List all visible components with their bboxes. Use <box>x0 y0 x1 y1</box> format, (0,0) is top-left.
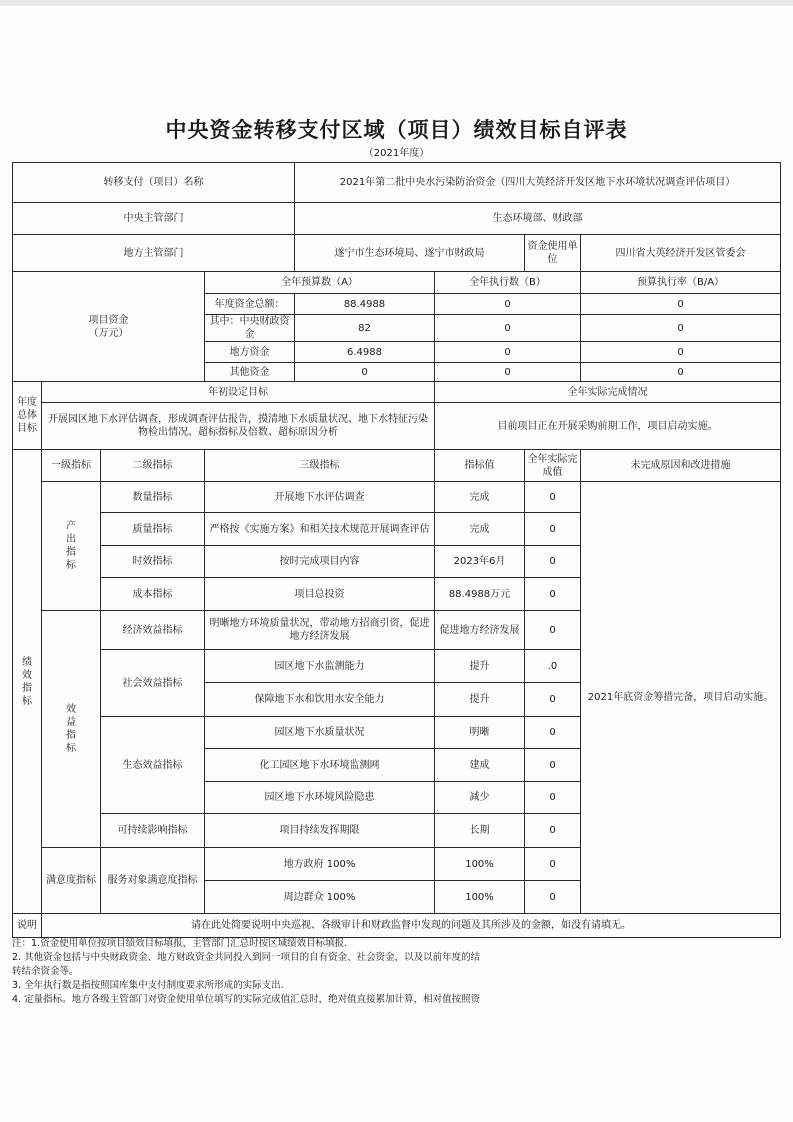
funds-row-budget: 0 <box>295 363 435 382</box>
l2-indicator: 时效指标 <box>101 546 205 578</box>
funds-row-name: 其中：中央财政资金 <box>205 315 295 342</box>
header-level1: 一级指标 <box>42 450 101 482</box>
funds-row-rate: 0 <box>581 342 781 363</box>
l3-indicator: 保障地下水和饮用水安全能力 <box>205 683 435 717</box>
performance-label-text: 绩效指标 <box>22 656 32 707</box>
l3-indicator: 明晰地方环境质量状况，带动地方招商引资，促进地方经济发展 <box>205 611 435 650</box>
header-actual: 全年实际完成值 <box>525 450 581 482</box>
footnote-line: 2. 其他资金包括与中央财政资金、地方财政资金共同投入到同一项目的自有资金、社会资金，以及以前年度的结 <box>12 952 481 963</box>
document-year: （2021年度） <box>363 148 430 159</box>
project-name-label: 转移支付（项目）名称 <box>13 163 295 203</box>
target-value: 提升 <box>435 683 525 717</box>
actual-value: 0 <box>525 749 581 782</box>
local-dept-label: 地方主管部门 <box>13 235 295 272</box>
actual-value: 0 <box>525 848 581 881</box>
target-value: 建成 <box>435 749 525 782</box>
funds-header-executed: 全年执行数（B） <box>435 272 581 294</box>
actual-value: 0 <box>525 683 581 717</box>
l2-indicator: 数量指标 <box>101 482 205 513</box>
funds-row-executed: 0 <box>435 342 581 363</box>
l3-indicator: 园区地下水监测能力 <box>205 650 435 683</box>
funds-header-budget: 全年预算数（A） <box>205 272 435 294</box>
funds-row-rate: 0 <box>581 363 781 382</box>
l3-indicator: 园区地下水质量状况 <box>205 717 435 749</box>
footnote-line: 注：1.资金使用单位按项目绩效目标填报，主管部门汇总时按区域绩效目标填报. <box>12 938 348 949</box>
target-value: 减少 <box>435 782 525 814</box>
target-value: 2023年6月 <box>435 546 525 578</box>
benefit-indicators-label <box>42 611 101 848</box>
footnote-line: 3. 全年执行数是指按照国库集中支付制度要求所形成的实际支出. <box>12 980 284 991</box>
funds-row-budget: 6.4988 <box>295 342 435 363</box>
project-funds-label <box>13 272 205 382</box>
explain-label: 说明 <box>13 914 42 938</box>
funds-row-name: 地方资金 <box>205 342 295 363</box>
header-target: 指标值 <box>435 450 525 482</box>
l3-indicator: 开展地下水评估调查 <box>205 482 435 513</box>
target-value: 完成 <box>435 513 525 546</box>
project-name-value: 2021年第二批中央水污染防治资金（四川大英经济开发区地下水环境状况调查评估项目） <box>295 163 781 203</box>
funds-label-line1: 项目资金 <box>88 314 129 326</box>
l3-indicator: 严格按《实施方案》和相关技术规范开展调查评估 <box>205 513 435 546</box>
fund-unit-value: 四川省大英经济开发区管委会 <box>581 235 781 272</box>
l3-indicator: 化工园区地下水环境监测网 <box>205 749 435 782</box>
funds-row-budget: 88.4988 <box>295 294 435 315</box>
funds-row-executed: 0 <box>435 363 581 382</box>
actual-value: 0 <box>525 782 581 814</box>
l2-indicator: 可持续影响指标 <box>101 814 205 848</box>
satisfaction-indicators-label: 满意度指标 <box>42 848 101 914</box>
actual-value: 0 <box>525 513 581 546</box>
funds-row-budget: 82 <box>295 315 435 342</box>
output-label-text: 产出指标 <box>66 521 76 571</box>
l3-indicator: 项目总投资 <box>205 578 435 611</box>
goal-set-header: 年初设定目标 <box>42 382 435 403</box>
actual-value: .0 <box>525 650 581 683</box>
goal-actual-text: 目前项目正在开展采购前期工作，项目启动实施。 <box>435 403 781 450</box>
footnote-line: 4. 定量指标。地方各级主管部门对资金使用单位填写的实际完成值汇总时，绝对值直接累加计算，相对值按照资 <box>12 994 481 1005</box>
funds-row-rate: 0 <box>581 315 781 342</box>
reason-text: 2021年底资金筹措完备，项目启动实施。 <box>581 482 781 914</box>
l3-indicator: 项目持续发挥期限 <box>205 814 435 848</box>
actual-value: 0 <box>525 717 581 749</box>
goal-set-text: 开展园区地下水评估调查，形成调查评估报告，摸清地下水质量状况、地下水特征污染物检出情况、超标指标及倍数、超标原因分析 <box>42 403 435 450</box>
evaluation-table <box>12 162 781 938</box>
actual-value: 0 <box>525 611 581 650</box>
target-value: 长期 <box>435 814 525 848</box>
actual-value: 0 <box>525 482 581 513</box>
actual-value: 0 <box>525 881 581 914</box>
goal-actual-header: 全年实际完成情况 <box>435 382 781 403</box>
l3-indicator: 地方政府 100% <box>205 848 435 881</box>
central-dept-label: 中央主管部门 <box>13 203 295 235</box>
target-value: 促进地方经济发展 <box>435 611 525 650</box>
header-level2: 二级指标 <box>101 450 205 482</box>
funds-row-executed: 0 <box>435 294 581 315</box>
funds-row-name: 其他资金 <box>205 363 295 382</box>
header-level3: 三级指标 <box>205 450 435 482</box>
performance-label <box>13 450 42 914</box>
local-dept-value: 遂宁市生态环境局、遂宁市财政局 <box>295 235 525 272</box>
target-value: 100% <box>435 848 525 881</box>
target-value: 88.4988万元 <box>435 578 525 611</box>
actual-value: 0 <box>525 546 581 578</box>
target-value: 100% <box>435 881 525 914</box>
funds-row-name: 年度资金总额： <box>205 294 295 315</box>
funds-label-line2: （万元） <box>88 327 129 339</box>
funds-header-rate: 预算执行率（B/A） <box>581 272 781 294</box>
l2-indicator: 生态效益指标 <box>101 717 205 814</box>
document-title: 中央资金转移支付区域（项目）绩效目标自评表 <box>165 118 628 142</box>
output-indicators-label <box>42 482 101 611</box>
annual-goal-label: 年度总体目标 <box>13 382 42 450</box>
l3-indicator: 按时完成项目内容 <box>205 546 435 578</box>
funds-row-rate: 0 <box>581 294 781 315</box>
actual-value: 0 <box>525 814 581 848</box>
target-value: 明晰 <box>435 717 525 749</box>
target-value: 完成 <box>435 482 525 513</box>
l2-indicator: 质量指标 <box>101 513 205 546</box>
funds-row-executed: 0 <box>435 315 581 342</box>
footnotes <box>12 937 782 1007</box>
scan-edge <box>0 0 793 6</box>
target-value: 提升 <box>435 650 525 683</box>
l2-indicator: 经济效益指标 <box>101 611 205 650</box>
l3-indicator: 周边群众 100% <box>205 881 435 914</box>
footnote-line: 转结余资金等。 <box>12 966 79 977</box>
explain-text: 请在此处简要说明中央巡视、各级审计和财政监督中发现的问题及其所涉及的金额，如没有请填无。 <box>42 914 781 938</box>
l3-indicator: 园区地下水环境风险隐患 <box>205 782 435 814</box>
central-dept-value: 生态环境部、财政部 <box>295 203 781 235</box>
fund-unit-label: 资金使用单位 <box>525 235 581 272</box>
l2-indicator: 社会效益指标 <box>101 650 205 717</box>
l2-indicator: 服务对象满意度指标 <box>101 848 205 914</box>
header-reason: 未完成原因和改进措施 <box>581 450 781 482</box>
actual-value: 0 <box>525 578 581 611</box>
benefit-label-text: 效益指标 <box>66 704 76 754</box>
l2-indicator: 成本指标 <box>101 578 205 611</box>
